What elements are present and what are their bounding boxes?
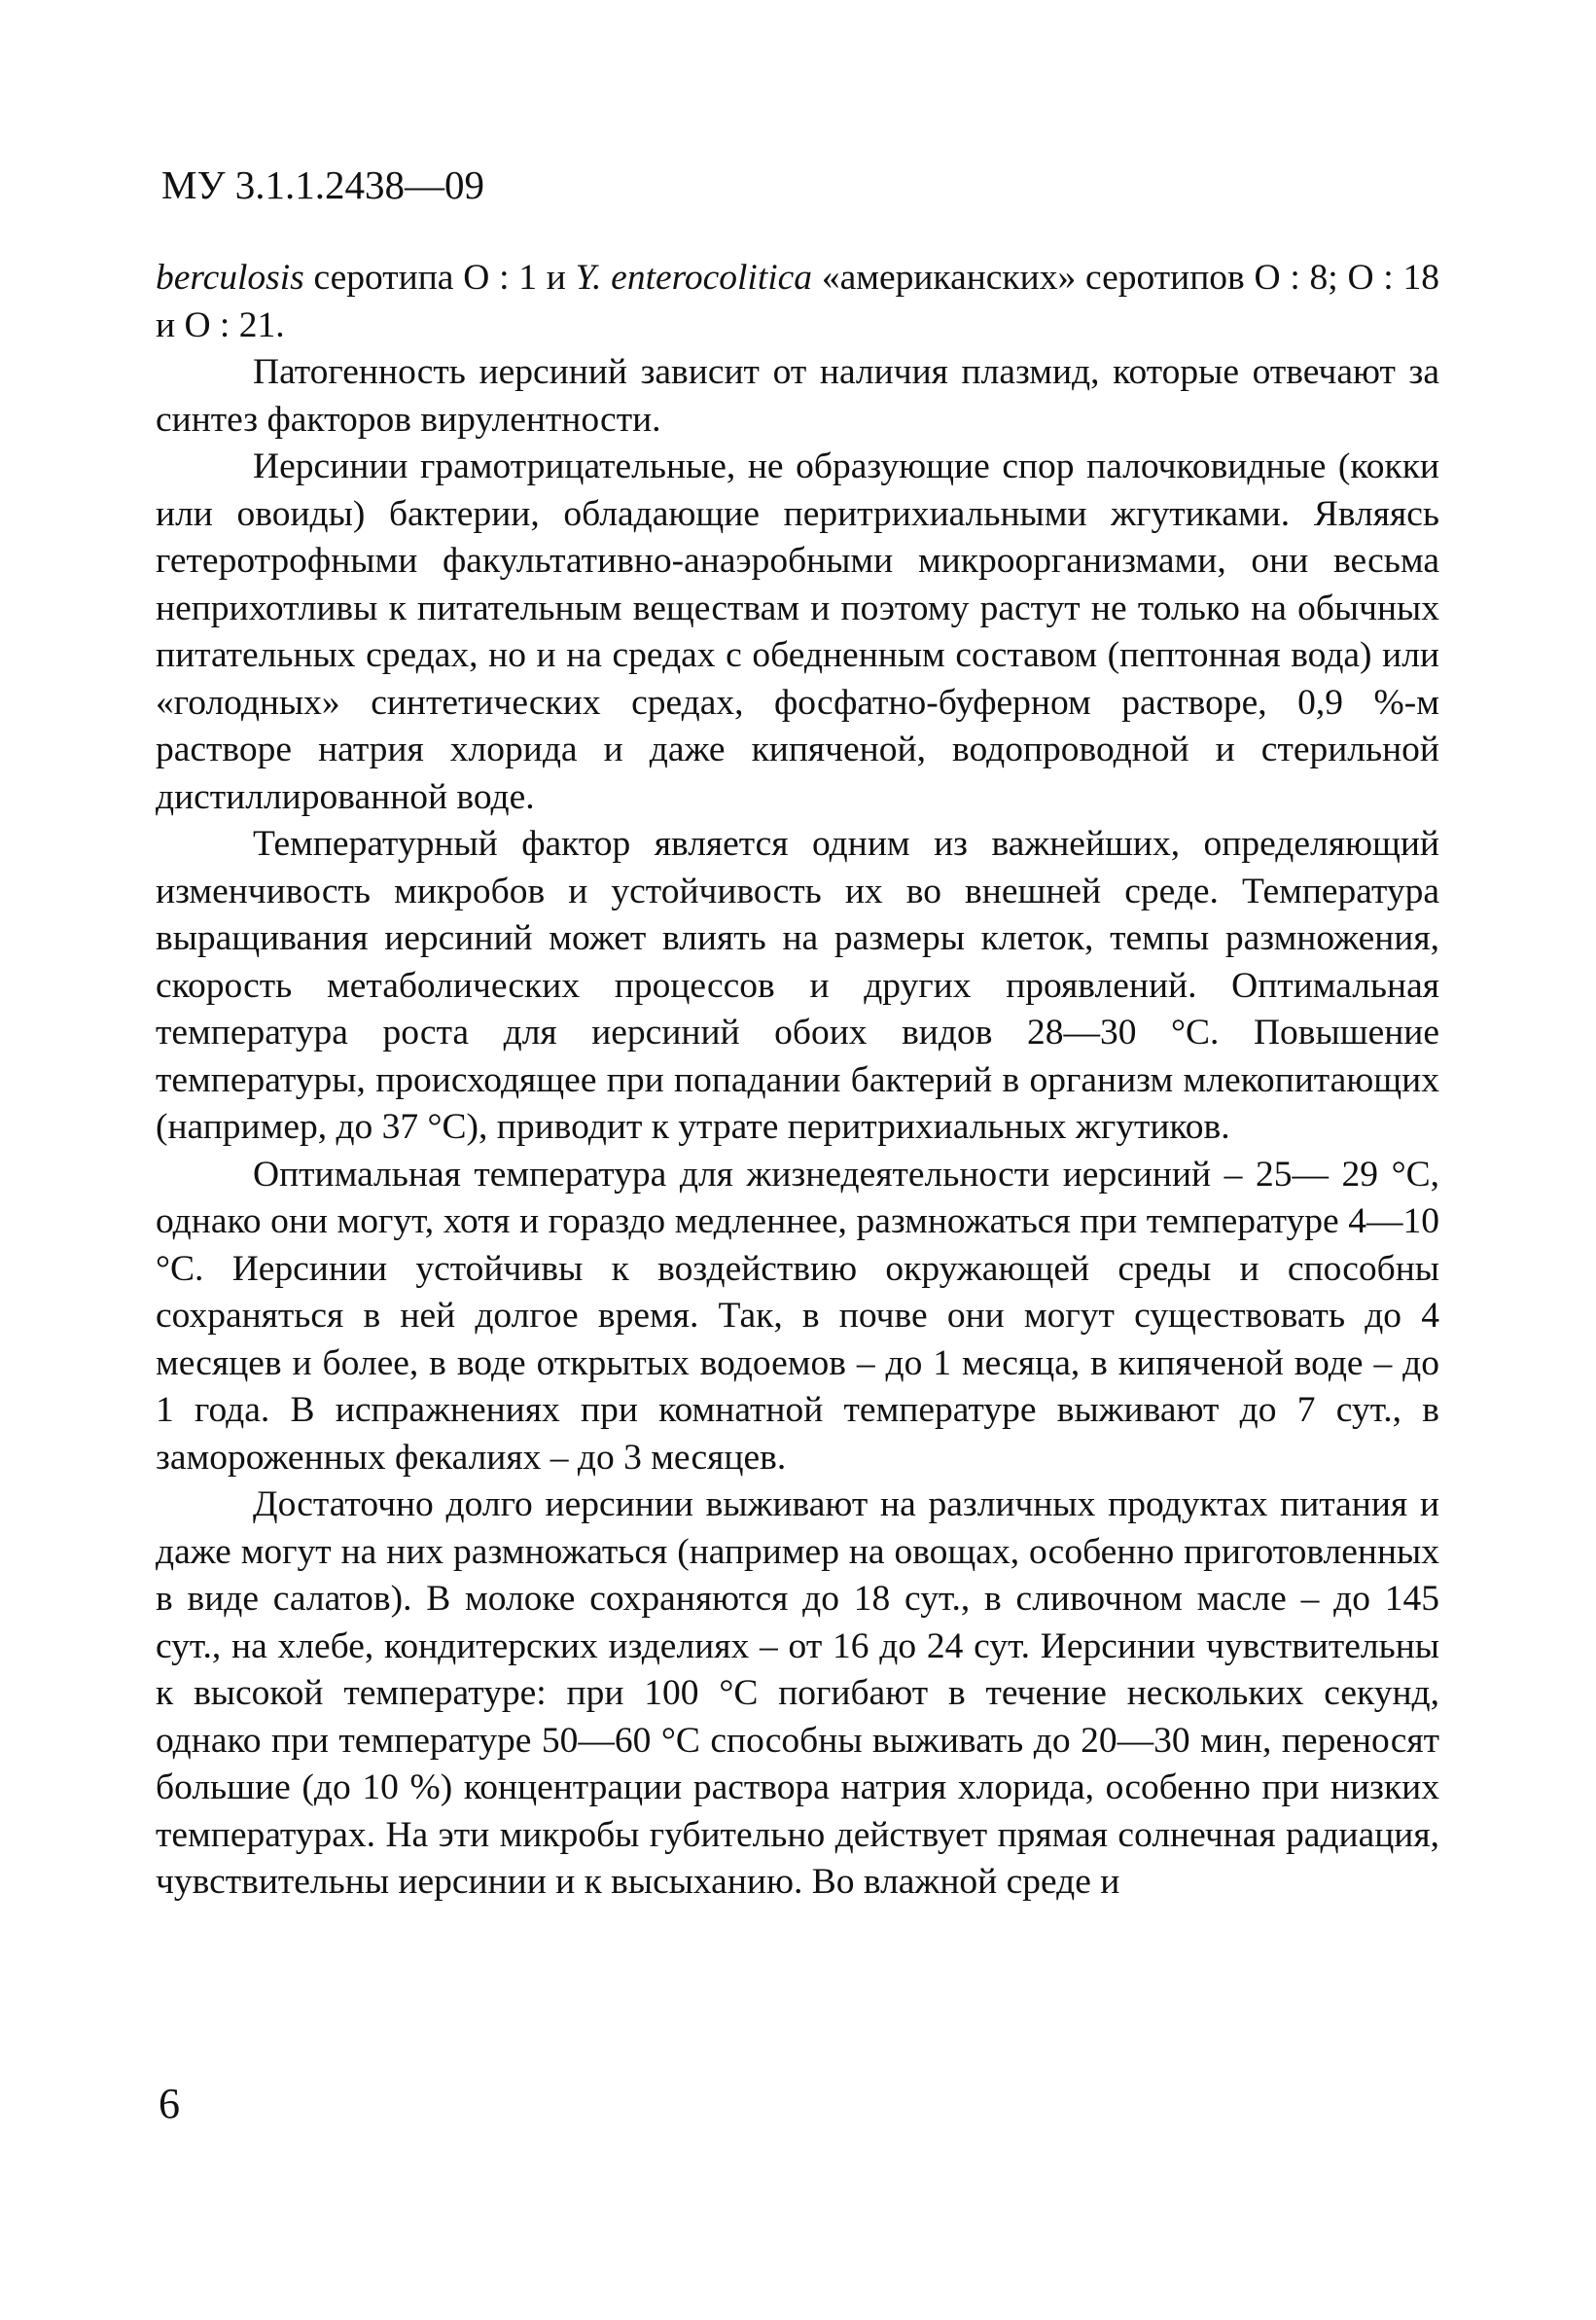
document-header: МУ 3.1.1.2438—09 xyxy=(161,162,484,207)
species-name: Y. enterocolitica xyxy=(575,258,813,298)
serotype-text-a: серотипа О : 1 и xyxy=(303,258,576,298)
body-text xyxy=(156,255,1439,1907)
paragraph-survival-in-food: Достаточно долго иерсинии выживают на различных продуктах питания и даже могут на них размножаться (например на овощах, особенно приготовленных в виде салатов). В молоке сохраняются до 18 сут., в сливочном масле – до 145 сут., на хлебе, кондитерских изделиях – от 16 до 24 сут. Иерсинии чувствительны к высокой температуре: при 100 °С погибают в течение нескольких секунд, однако при температуре 50—60 °С способны выживать до 20—30 мин, переносят большие (до 10 %) концентрации раствора натрия хлорида, особенно при низких температурах. На эти микробы губительно действует прямая солнечная радиация, чувствительны иерсинии и к высыханию. Во влажной среде и xyxy=(156,1484,1439,1902)
paragraph-morphology: Иерсинии грамотрицательные, не образующие спор палочковидные (кокки или овоиды) бактерии, обладающие перитрихиальными жгутиками. Являясь гетеротрофными факультативно-анаэробными микроорганизмами, они весьма неприхотливы к питательным веществам и поэтому растут не только на обычных питательных средах, но и на средах с обедненным составом (пептонная вода) или «голодных» синтетических средах, фосфатно-буферном растворе, 0,9 %-м растворе натрия хлорида и даже кипяченой, водопроводной и стерильной дистиллированной воде. xyxy=(156,446,1439,817)
paragraph-temperature-factor: Температурный фактор является одним из важнейших, определяющий изменчивость микробов и устойчивость их во внешней среде. Температура выращивания иерсиний может влиять на размеры клеток, темпы размножения, скорость метаболических процессов и других проявлений. Оптимальная температура роста для иерсиний обоих видов 28—30 °С. Повышение температуры, происходящее при попадании бактерий в организм млекопитающих (например, до 37 °С), приводит к утрате перитрихиальных жгутиков. xyxy=(156,824,1439,1147)
paragraph-optimal-temperature: Оптимальная температура для жизнедеятельности иерсиний – 25— 29 °С, однако они могут, хотя и гораздо медленнее, размножаться при температуре 4—10 °С. Иерсинии устойчивы к воздействию окружающей среды и способны сохраняться в ней долгое время. Так, в почве они могут существовать до 4 месяцев и более, в воде открытых водоемов – до 1 месяца, в кипяченой воде – до 1 года. В испражнениях при комнатной температуре выживают до 7 сут., в замороженных фекалиях – до 3 месяцев. xyxy=(156,1154,1439,1478)
serotype-text-b: «американских» серотипов О : 8; О : 18 и О : 21. xyxy=(156,258,1439,345)
paragraph-serotypes xyxy=(156,255,1439,349)
species-name-fragment: berculosis xyxy=(156,258,304,298)
paragraph-pathogenicity: Патогенность иерсиний зависит от наличия плазмид, которые отвечают за синтез факторов вирулентности. xyxy=(156,352,1439,440)
page-number: 6 xyxy=(159,2080,180,2127)
